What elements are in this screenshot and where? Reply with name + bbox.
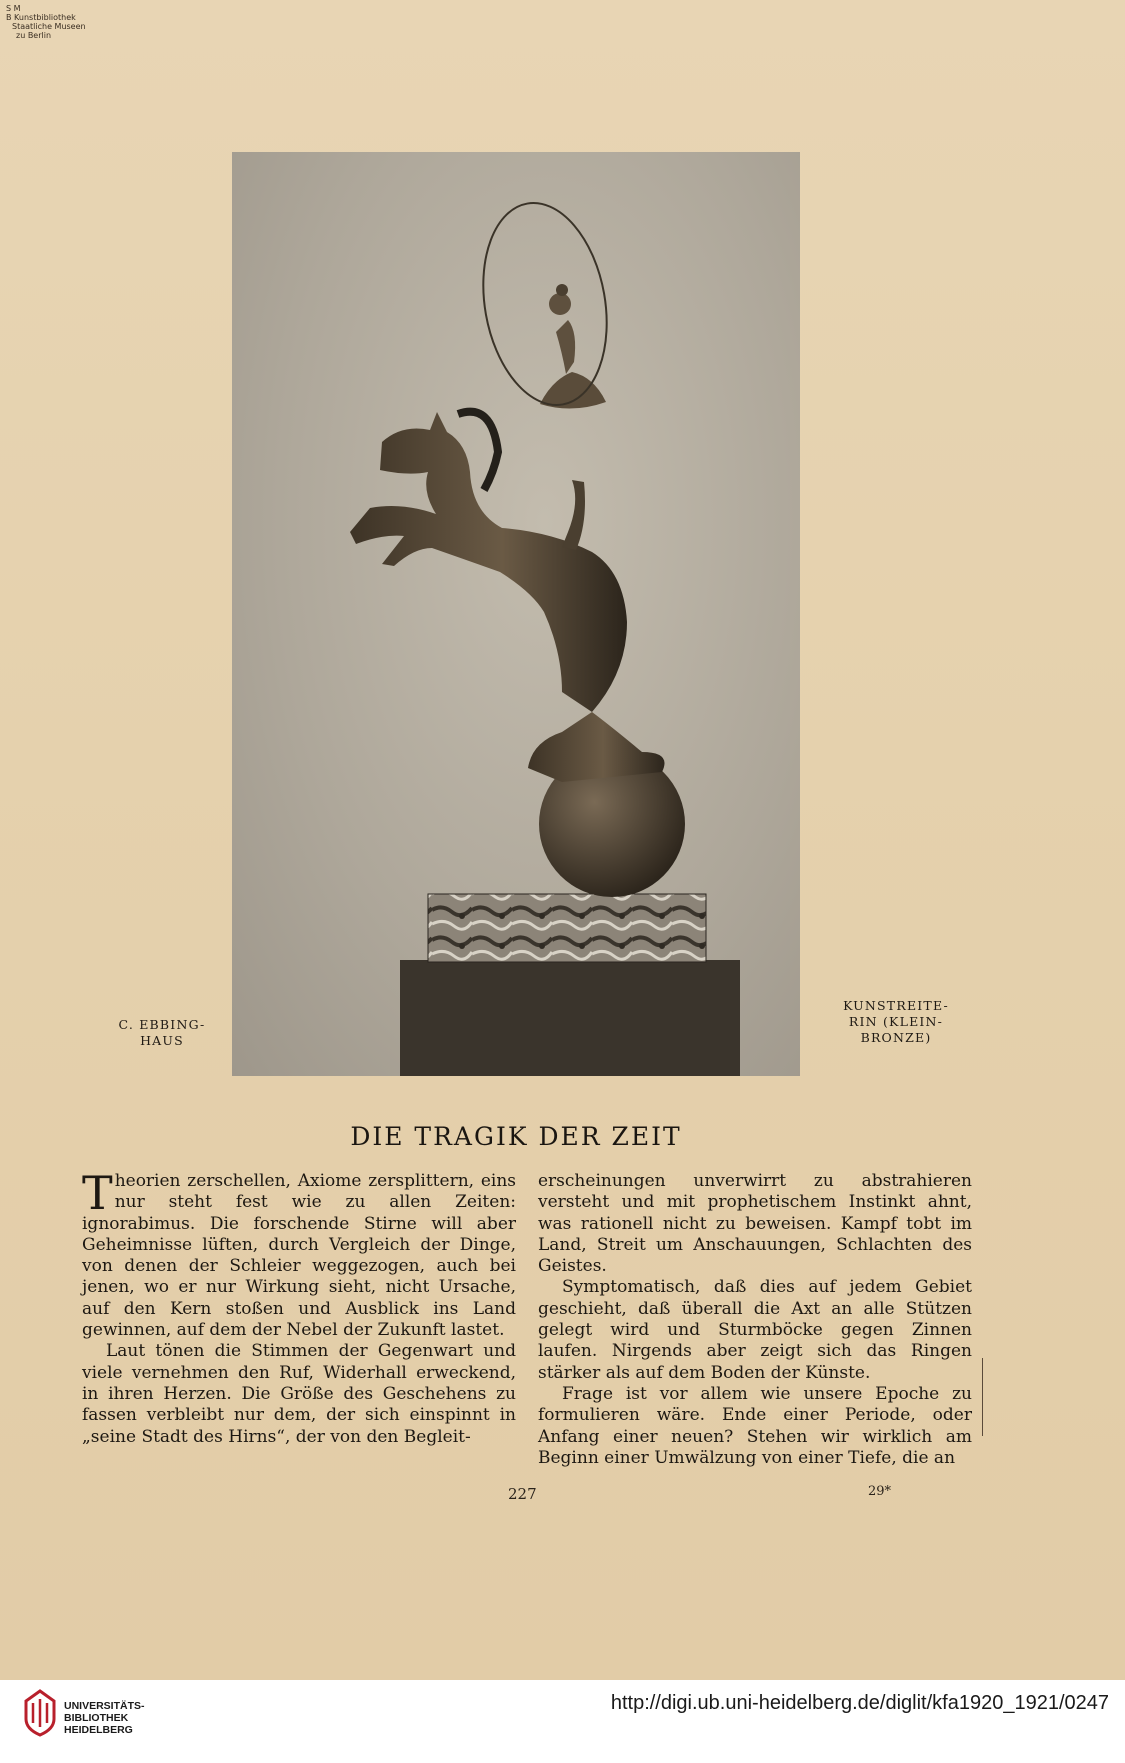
caption-artist: [92, 1017, 232, 1049]
margin-bracket: [982, 1358, 983, 1436]
paragraph: Laut tönen die Stimmen der Gegenwart und viele vernehmen den Ruf, Widerhall erweckend, in ihren Herzen. Die Größe des Geschehens zu fassen verbleibt nur dem, der sich einspinnt in „seine Stadt des Hirns“, der von den Begleit-: [82, 1341, 516, 1447]
caption-line: KUNSTREITE-: [843, 998, 949, 1013]
page-number: 227: [508, 1485, 537, 1503]
paragraph: Frage ist vor allem wie unsere Epoche zu formulieren wäre. Ende einer Periode, oder Anfang einer neuen? Stehen wir wirklich am Beginn einer Umwälzung von einer Tiefe, die an: [538, 1383, 972, 1468]
article-title: DIE TRAGIK DER ZEIT: [350, 1122, 682, 1151]
text-column-left: [82, 1166, 516, 1448]
library-stamp: [6, 4, 86, 40]
stamp-line: B Kunstbibliothek: [6, 13, 76, 22]
paragraph-text: heorien zerschellen, Axiome zersplittern, eins nur steht fest wie zu allen Zeiten: ignorabimus. Die forschende Stirne will aber Geheimnisse lüften, durch Vergleich der Dinge, von denen der Schleier weggezogen, auch bei jenen, wo er nur Wirkung sieht, nicht Ursache, auf den Kern stoßen und Ausblick ins Land gewinnen, auf dem der Nebel der Zukunft lastet.: [82, 1171, 516, 1341]
sculpture-photo: [232, 152, 800, 1076]
caption-line: RIN (KLEIN-: [848, 1014, 944, 1029]
library-name-line: UNIVERSITÄTS-: [64, 1700, 145, 1712]
drop-cap: T: [82, 1166, 113, 1220]
caption-line: BRONZE): [860, 1030, 932, 1045]
stamp-line: zu Berlin: [16, 31, 52, 40]
university-library-logo: [24, 1689, 56, 1741]
caption-line: C. EBBING-: [118, 1017, 206, 1032]
library-name: [64, 1700, 145, 1736]
caption-line: HAUS: [140, 1033, 184, 1048]
library-name-line: HEIDELBERG: [64, 1724, 133, 1736]
paragraph: [82, 1166, 516, 1341]
permalink-url[interactable]: http://digi.ub.uni-heidelberg.de/diglit/kfa1920_1921/0247: [610, 1692, 1109, 1714]
library-name-line: BIBLIOTHEK: [64, 1712, 129, 1724]
paragraph: Symptomatisch, daß dies auf jedem Gebiet geschieht, daß überall die Axt an alle Stützen gelegt wird und Sturmböcke gegen Zinnen laufen. Nirgends aber zeigt sich das Ringen stärker als auf dem Boden der Künste.: [538, 1277, 972, 1383]
viewer-footer: [0, 1680, 1125, 1763]
caption-title: [826, 998, 966, 1046]
signature-mark: 29*: [868, 1484, 892, 1499]
text-column-right: [538, 1171, 972, 1469]
stamp-line: Staatliche Museen: [12, 22, 86, 31]
stamp-line: S M: [6, 4, 21, 13]
paragraph: erscheinungen unverwirrt zu abstrahieren versteht und mit prophetischem Instinkt ahnt, was rationell nicht zu beweisen. Kampf tobt im Land, Streit um Anschauungen, Schlachten des Geistes.: [538, 1171, 972, 1277]
